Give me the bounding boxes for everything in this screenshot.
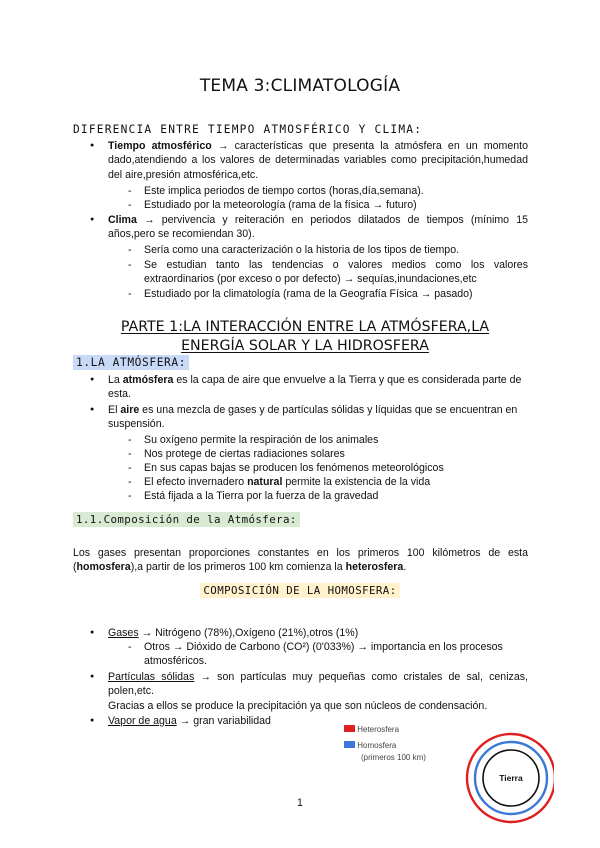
term-tiempo: Tiempo atmosférico [108, 140, 212, 152]
list-item-tiempo-sub-2: Estudiado por la meteorología (rama de la física → futuro) [144, 199, 417, 211]
list-item-gases-otros: Otros → Dióxido de Carbono (CO²) (0'033%) → importancia en los procesos atmosféricos. [144, 641, 503, 668]
text-tiempo: → características que presenta la atmósfera en un momento dado,atendiendo a los valores de determinadas variables como precipitación,humedad del aire,presión atmosférica,etc. [108, 140, 528, 181]
list-item-particulas: Partículas sólidas → son partículas muy pequeñas como cristales de sal, cenizas, polen,etc. [108, 671, 528, 698]
list-item-aire: El aire es una mezcla de gases y de partículas sólidas y líquidas que se encuentran en suspensión. [108, 404, 518, 431]
legend-homosfera: Homosfera [344, 741, 396, 750]
particulas-note: Gracias a ellos se produce la precipitación ya que son núcleos de condensación. [108, 700, 488, 712]
section-heading-tiempo-clima: DIFERENCIA ENTRE TIEMPO ATMOSFÉRICO Y CLIMA: [73, 123, 423, 136]
legend-swatch-homosfera [344, 741, 355, 748]
paragraph-homosfera: Los gases presentan proporciones constantes en los primeros 100 kilómetros de esta (homosfera),a partir de los primeros 100 km comienza la heterosfera. [73, 547, 528, 574]
section-heading-composicion: 1.1.Composición de la Atmósfera: [73, 513, 300, 526]
list-item-atmosfera: La atmósfera es la capa de aire que envuelve a la Tierra y que es considerada parte de esta. [108, 374, 522, 401]
page-title: TEMA 3:CLIMATOLOGÍA [199, 76, 401, 96]
list-item-clima-sub-1: Sería como una caracterización o la historia de los tipos de tiempo. [144, 244, 460, 256]
list-item-clima-sub-3: Estudiado por la climatología (rama de la Geografía Física → pasado) [144, 288, 473, 300]
text-clima: → pervivencia y reiteración en periodos dilatados de tiempos (mínimo 15 años,pero se recomiendan 30). [108, 214, 528, 241]
page-number: 1 [297, 797, 303, 809]
list-item-aire-sub-2: Nos protege de ciertas radiaciones solares [144, 448, 345, 460]
atmosphere-diagram [458, 722, 554, 834]
list-item-aire-sub-4: El efecto invernadero natural permite la existencia de la vida [144, 476, 431, 488]
term-clima: Clima [108, 214, 137, 226]
homosfera-heading: COMPOSICIÓN DE LA HOMOSFERA: [0, 584, 600, 597]
list-item-tiempo-sub-1: Este implica periodos de tiempo cortos (horas,día,semana). [144, 185, 424, 197]
part-title: PARTE 1:LA INTERACCIÓN ENTRE LA ATMÓSFERA,LA ENERGÍA SOLAR Y LA HIDROSFERA [120, 319, 490, 354]
list-item-aire-sub-3: En sus capas bajas se producen los fenómenos meteorológicos [144, 462, 444, 474]
list-item-vapor: Vapor de agua → gran variabilidad [108, 715, 271, 727]
list-item-clima [108, 213, 528, 242]
legend-swatch-heterosfera [344, 725, 355, 732]
list-item-tiempo [108, 139, 528, 182]
earth-label: Tierra [499, 773, 523, 783]
legend-heterosfera: Heterosfera [344, 725, 399, 734]
list-item-aire-sub-5: Está fijada a la Tierra por la fuerza de la gravedad [144, 490, 379, 502]
legend-note: (primeros 100 km) [361, 753, 426, 762]
section-heading-atmosfera: 1.LA ATMÓSFERA: [73, 356, 189, 369]
list-item-clima-sub-2: Se estudian tanto las tendencias o valores medios como los valores extraordinarios (por exceso o por defecto) → sequías,inundaciones,etc [144, 259, 528, 286]
list-item-aire-sub-1: Su oxígeno permite la respiración de los animales [144, 434, 379, 446]
list-item-gases: Gases → Nitrógeno (78%),Oxígeno (21%),otros (1%) [108, 627, 359, 639]
